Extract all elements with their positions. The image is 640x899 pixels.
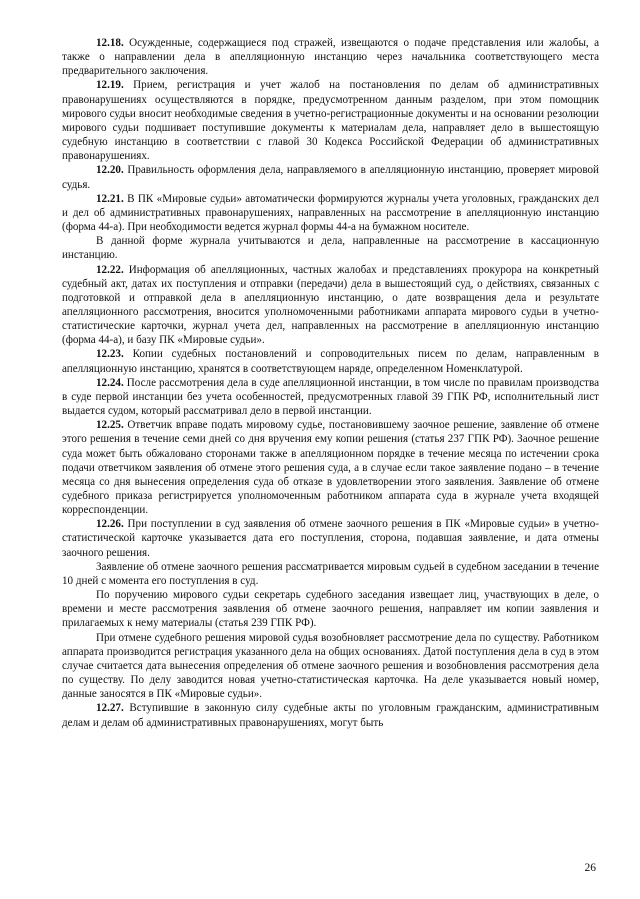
paragraph-text: Ответчик вправе подать мировому судье, постановившему заочное решение, заявление об отмене этого решения в течение семи дней со дня вручения ему копии решения (статья 237 ГПК РФ). Заочное решение суда может быть обжаловано сторонами также в апелляционном порядке в течение месяца по истечении срока подачи ответчиком заявления об отмене этого решения суда, а в случае если такое заявление подано – в течение месяца со дня вынесения определения суда об отказе в удовлетворении этого заявления. Заявление об отмене судебного приказа регистрируется уполномоченным работником аппарата суда в журнале учета входящей корреспонденции.: [62, 419, 599, 517]
paragraph-text: Вступившие в законную силу судебные акты по уголовным гражданским, административным делам и делам об административных правонарушениях, могут быть: [62, 702, 599, 729]
paragraph-12-20: [62, 163, 599, 191]
paragraph-text: Информация об апелляционных, частных жалобах и представлениях прокурора на конкретный судебный акт, датах их поступления и отправки (передачи) дела в вышестоящий суд, о действиях, связанных с подготовкой и отправкой дела в апелляционную инстанцию, о дате возвращения дела и результате апелляционного рассмотрения, вносится уполномоченными работниками аппарата мирового судьи в учетно-статистические карточки, журнал учета дел, направленных на рассмотрение в апелляционную инстанцию (форма 44-а), и базу ПК «Мировые судьи».: [62, 263, 599, 347]
paragraph-text: Прием, регистрация и учет жалоб на постановления по делам об административных правонарушениях осуществляются в порядке, предусмотренном данным разделом, при этом помощник мирового судьи вносит необходимые сведения в учетно-регистрационные документы и на основании резолюции мирового судьи подшивает поступившие документы к материалам дела, направляет дело в вышестоящую судебную инстанцию в соответствии с главой 30 Кодекса Российской Федерации об административных правонарушениях.: [62, 79, 599, 163]
clause-number: 12.27.: [96, 702, 124, 715]
paragraph-text: Осужденные, содержащиеся под стражей, извещаются о подаче представления или жалобы, а также о направлении дела в апелляционную инстанцию через начальника соответствующего места предварительного заключения.: [62, 37, 599, 78]
clause-number: 12.22.: [96, 263, 124, 276]
paragraph-12-24: [62, 376, 599, 418]
paragraph-text: При поступлении в суд заявления об отмене заочного решения в ПК «Мировые судьи» в учетно-статистической карточке указывается дата его поступления, сторона, подавшая заявление, и дата отмены заочного решения.: [62, 518, 599, 559]
paragraph-text: При отмене судебного решения мировой судья возобновляет рассмотрение дела по существу. Работником аппарата производится регистрация указанного дела на общих основаниях. Датой поступления дела в суд в этом случае считается дата вынесения определения об отмене заочного решения и возобновления рассмотрения дела по существу. По делу заводится новая учетно-статистическая карточка. На деле указывается новый номер, данные заносятся в ПК «Мировые судьи».: [62, 631, 599, 701]
clause-number: 12.18.: [96, 37, 124, 49]
paragraph-12-27: [62, 701, 599, 729]
clause-number: 12.21.: [96, 192, 124, 205]
paragraph-12-19: [62, 78, 599, 163]
paragraph-12-18: [62, 36, 599, 78]
paragraph-text: Заявление об отмене заочного решения рассматривается мировым судьей в судебном заседании в течение 10 дней с момента его поступления в суд.: [62, 560, 599, 587]
paragraph-12-26-cont-2: [62, 588, 599, 630]
clause-number: 12.26.: [96, 518, 124, 531]
paragraph-text: Копии судебных постановлений и сопроводительных писем по делам, направленным в апелляционную инстанцию, хранятся в соответствующем наряде, определенном Номенклатурой.: [62, 348, 599, 375]
clause-number: 12.19.: [96, 79, 124, 92]
paragraph-text: Правильность оформления дела, направляемого в апелляционную инстанцию, проверяет мировой судья.: [62, 164, 599, 191]
paragraph-12-26-cont-1: [62, 560, 599, 588]
paragraph-text: По поручению мирового судьи секретарь судебного заседания извещает лиц, участвующих в деле, о времени и месте рассмотрения заявления об отмене заочного решения, направляет им копии заявления и прилагаемых к нему материалы (статья 239 ГПК РФ).: [62, 589, 599, 630]
paragraph-12-26-cont-3: [62, 631, 599, 702]
paragraph-text: В ПК «Мировые судьи» автоматически формируются журналы учета уголовных, гражданских дел и дел об административных правонарушениях, направленных на рассмотрение в апелляционную инстанцию (форма 44-а). При необходимости ведется журнал формы 44-а на бумажном носителе.: [62, 192, 599, 234]
paragraph-12-21-cont: [62, 234, 599, 262]
clause-number: 12.24.: [96, 376, 124, 389]
paragraph-text: После рассмотрения дела в суде апелляционной инстанции, в том числе по правилам производства в суде первой инстанции без учета особенностей, предусмотренных главой 39 ГПК РФ, исполнительный лист выдается судом, который рассматривал дело в первой инстанции.: [62, 376, 599, 418]
document-body: [62, 36, 599, 730]
paragraph-12-25: [62, 418, 599, 517]
paragraph-12-26: [62, 517, 599, 559]
clause-number: 12.20.: [96, 164, 124, 177]
paragraph-text: В данной форме журнала учитываются и дела, направленные на рассмотрение в кассационную инстанцию.: [62, 235, 599, 262]
paragraph-12-23: [62, 347, 599, 375]
clause-number: 12.25.: [96, 419, 124, 432]
paragraph-12-21: [62, 192, 599, 234]
page-number: 26: [584, 862, 596, 874]
clause-number: 12.23.: [96, 348, 124, 361]
paragraph-12-22: [62, 263, 599, 348]
